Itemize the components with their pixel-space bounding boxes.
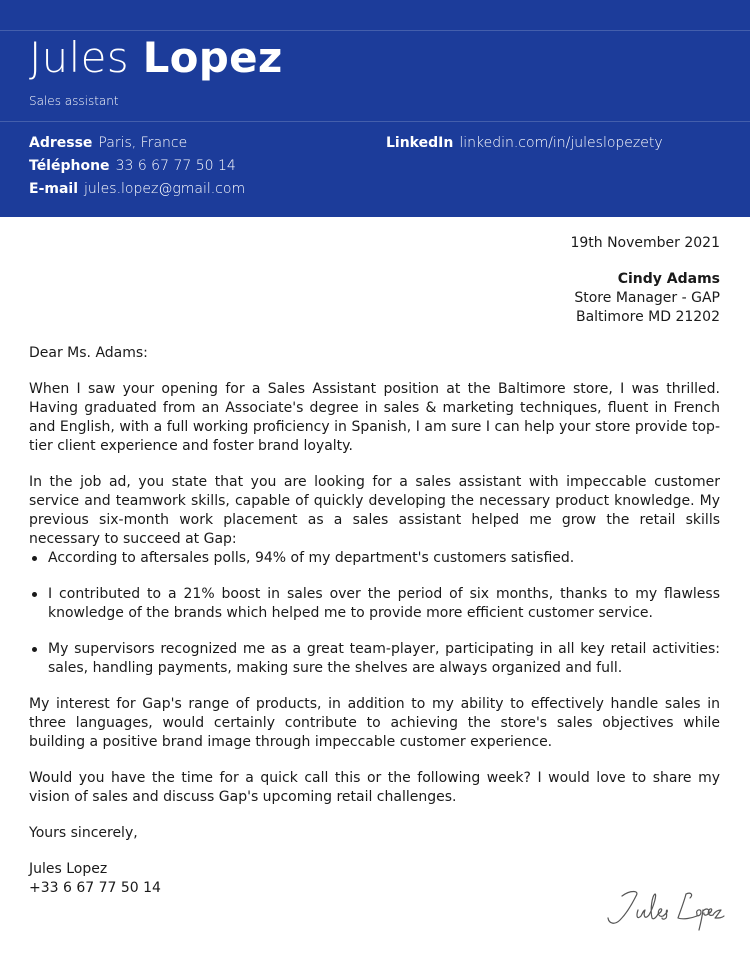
contact-email bbox=[29, 180, 245, 198]
bullet-icon bbox=[32, 556, 37, 561]
list-item-text: I contributed to a 21% boost in sales over the period of six months, thanks to my flawless knowledge of the brands which helped me to provide more efficient customer service. bbox=[48, 586, 720, 621]
contact-linkedin-label: LinkedIn bbox=[386, 135, 454, 151]
letter-body bbox=[29, 234, 720, 898]
paragraph-interest: My interest for Gap's range of products, in addition to my ability to effectively handle sales in three languages, would certainly contribute to achieving the store's sales objectives while building a positive brand image through impeccable customer experience. bbox=[29, 696, 720, 750]
recipient-name: Cindy Adams bbox=[617, 271, 720, 287]
handwritten-signature bbox=[600, 880, 730, 940]
recipient-block bbox=[29, 270, 720, 327]
contact-linkedin-value: linkedin.com/in/juleslopezety bbox=[459, 135, 663, 151]
applicant-name bbox=[29, 30, 283, 86]
signoff-phone: +33 6 67 77 50 14 bbox=[29, 880, 161, 896]
closing: Yours sincerely, bbox=[29, 825, 138, 841]
applicant-first-name: Jules bbox=[29, 33, 129, 82]
list-item-text: My supervisors recognized me as a great team-player, participating in all key retail activities: sales, handling payments, making sure the shelves are always organized and full. bbox=[48, 641, 720, 676]
paragraph-intro: When I saw your opening for a Sales Assistant position at the Baltimore store, I was thrilled. Having graduated from an Associate's degree in sales & marketing techniques, fluent in French and English, with a full working proficiency in Spanish, I am sure I can help your store provide top-tier client experience and foster brand loyalty. bbox=[29, 381, 720, 454]
contact-phone-label: Téléphone bbox=[29, 158, 110, 174]
contact-phone bbox=[29, 157, 236, 175]
list-item bbox=[29, 640, 720, 678]
list-item bbox=[29, 549, 720, 568]
contact-linkedin bbox=[386, 134, 663, 152]
list-item bbox=[29, 585, 720, 623]
contact-email-label: E-mail bbox=[29, 181, 79, 197]
header-divider-middle bbox=[0, 121, 750, 122]
recipient-position: Store Manager - GAP bbox=[574, 290, 720, 306]
list-item-text: According to aftersales polls, 94% of my department's customers satisfied. bbox=[48, 550, 575, 566]
applicant-job-title: Sales assistant bbox=[29, 94, 119, 108]
bullet-icon bbox=[32, 592, 37, 597]
contact-email-value: jules.lopez@gmail.com bbox=[84, 181, 246, 197]
paragraph-job-ad: In the job ad, you state that you are looking for a sales assistant with impeccable customer service and teamwork skills, capable of quickly developing the necessary product knowledge. My previous six-month work placement as a sales assistant helped me grow the retail skills necessary to succeed at Gap: bbox=[29, 474, 720, 547]
paragraph-call-to-action: Would you have the time for a quick call this or the following week? I would love to share my vision of sales and discuss Gap's upcoming retail challenges. bbox=[29, 770, 720, 805]
salutation: Dear Ms. Adams: bbox=[29, 345, 148, 361]
letter-header bbox=[0, 0, 750, 217]
signoff-name: Jules Lopez bbox=[29, 861, 108, 877]
contact-address bbox=[29, 134, 187, 152]
contact-address-value: Paris, France bbox=[98, 135, 188, 151]
applicant-last-name: Lopez bbox=[142, 33, 283, 82]
letter-date: 19th November 2021 bbox=[570, 235, 720, 251]
achievements-list bbox=[29, 549, 720, 678]
contact-phone-value: 33 6 67 77 50 14 bbox=[115, 158, 236, 174]
bullet-icon bbox=[32, 647, 37, 652]
contact-address-label: Adresse bbox=[29, 135, 93, 151]
recipient-address: Baltimore MD 21202 bbox=[575, 309, 720, 325]
